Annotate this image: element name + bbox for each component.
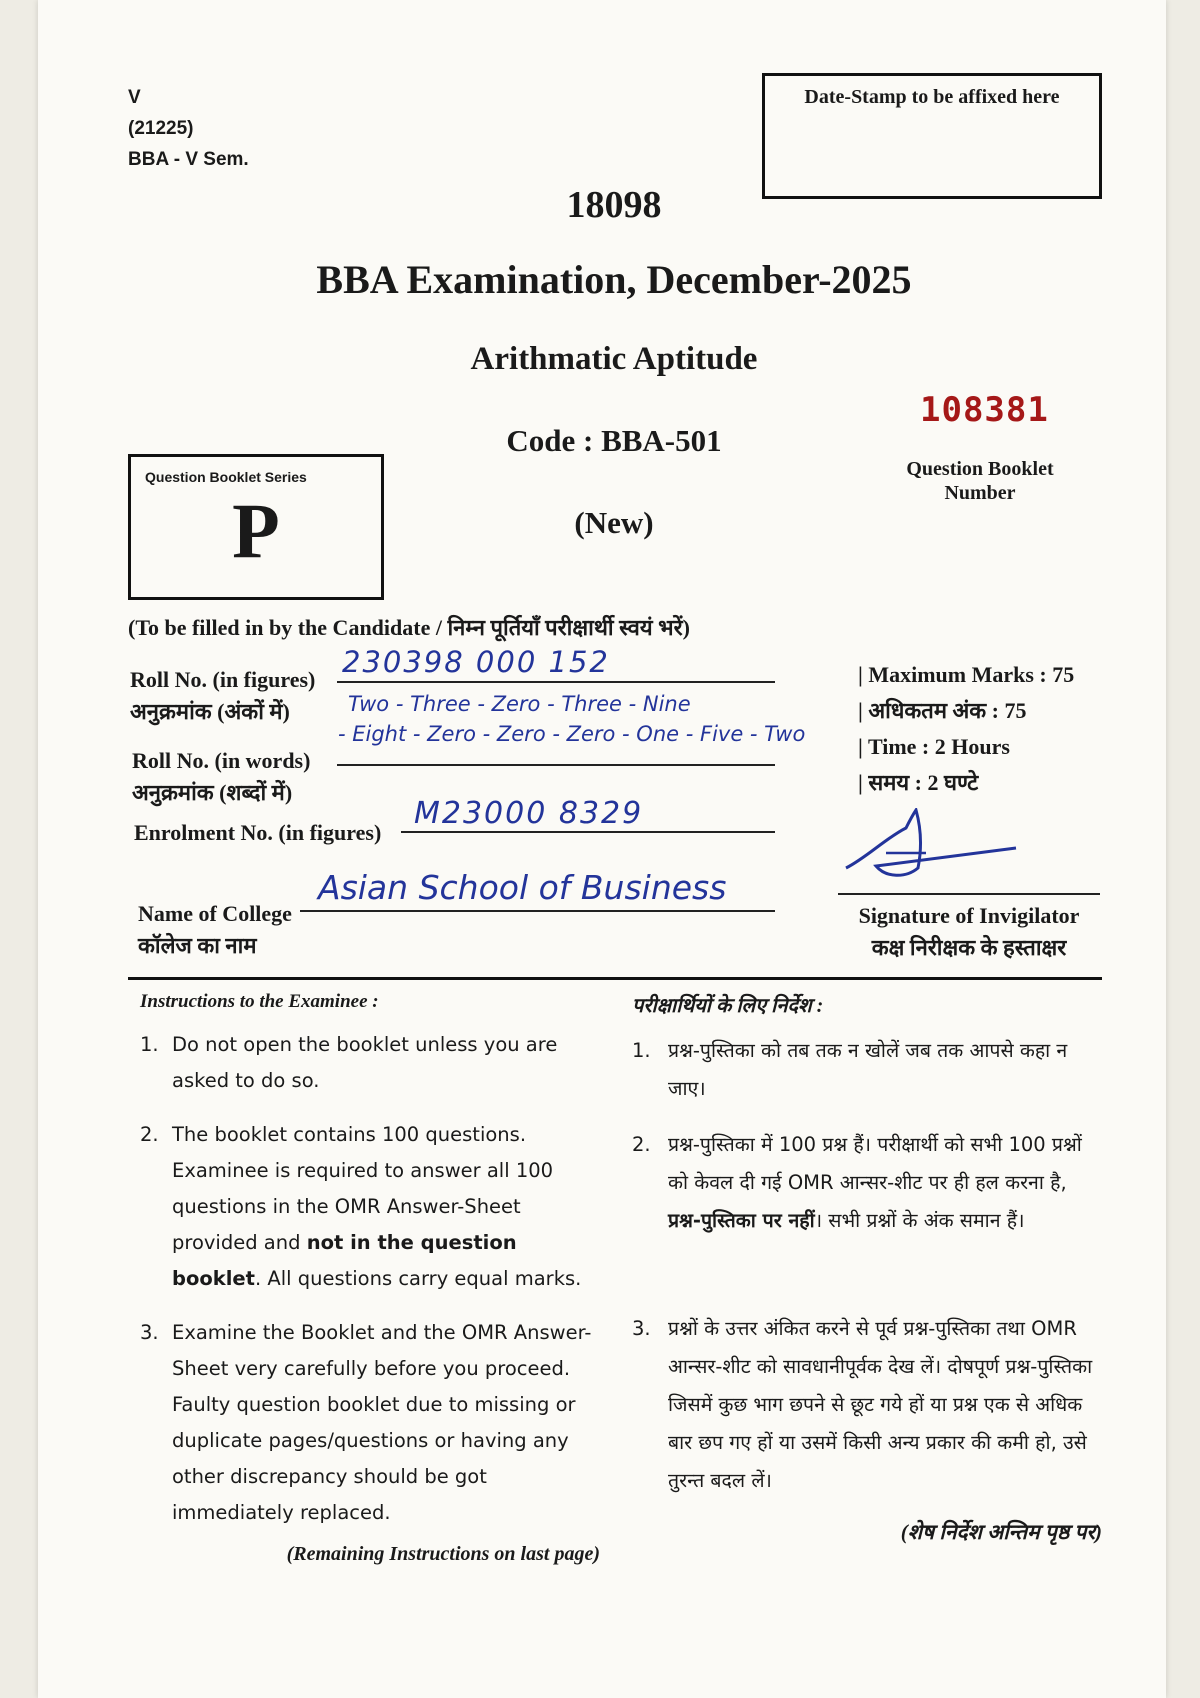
roll-figures-label-block [130, 664, 315, 728]
set-letter: V [128, 87, 141, 108]
instruction-text: The booklet contains 100 questions. Examinee is required to answer all 100 questions in the OMR Answer-Sheet provided and [172, 1123, 554, 1254]
booklet-series-label: Question Booklet Series [145, 469, 307, 485]
instruction-number: 2. [632, 1133, 651, 1156]
marks-time-block [858, 657, 1074, 801]
college-label-hindi: कॉलेज का नाम [138, 933, 257, 958]
instructions-english [140, 991, 600, 1566]
invigilator-label-hindi: कक्ष निरीक्षक के हस्ताक्षर [871, 935, 1067, 960]
booklet-number: 108381 [920, 390, 1049, 430]
instruction-item [632, 1032, 1102, 1108]
college-label: Name of College [138, 901, 292, 926]
paper-code: (21225) [128, 118, 194, 139]
booklet-series-box [128, 454, 384, 600]
roll-words-value-line1[interactable]: Two - Three - Zero - Three - Nine [348, 692, 691, 716]
invigilator-label-block [838, 900, 1100, 964]
instruction-text-bold: प्रश्न-पुस्तिका पर नहीं [668, 1209, 815, 1232]
instruction-text-end: . All questions carry equal marks. [254, 1267, 582, 1290]
roll-words-line [337, 764, 775, 766]
instruction-number: 2. [140, 1123, 159, 1146]
header-meta [128, 82, 249, 175]
instruction-text: प्रश्नों के उत्तर अंकित करने से पूर्व प्रश्न-पुस्तिका तथा OMR आन्सर-शीट को सावधानीपूर्वक देख लें। दोषपूर्ण प्रश्न-पुस्तिका जिसमें कुछ भाग छपने से छूट गये हों या प्रश्न एक से अधिक बार छप गए हों या उसमें किसी अन्य प्रकार की कमी हो, उसे तुरन्त बदल लें। [668, 1317, 1093, 1492]
instruction-number: 3. [140, 1321, 159, 1344]
instruction-text: प्रश्न-पुस्तिका में 100 प्रश्न हैं। परीक्षार्थी को सभी 100 प्रश्नों को केवल दी गई OMR आन्सर-शीट पर ही हल करना है, [668, 1133, 1082, 1194]
college-label-block [138, 898, 292, 962]
course-label: BBA - V Sem. [128, 149, 249, 170]
time-allowed-hindi: | समय : 2 घण्टे [858, 770, 979, 795]
college-value[interactable]: Asian School of Business [318, 868, 727, 907]
booklet-number-label-line2: Number [944, 482, 1016, 504]
college-line [300, 910, 775, 912]
instruction-text-end: । सभी प्रश्नों के अंक समान हैं। [814, 1209, 1025, 1232]
roll-figures-line [337, 681, 775, 683]
roll-words-value-line2[interactable]: - Eight - Zero - Zero - Zero - One - Five - Two [338, 722, 806, 746]
scheme-label: (New) [574, 505, 654, 540]
instruction-item [140, 1315, 600, 1531]
date-stamp-label: Date-Stamp to be affixed here [804, 86, 1060, 108]
date-stamp-box [762, 73, 1102, 199]
invigilator-signature [826, 808, 1036, 898]
time-allowed: | Time : 2 Hours [858, 734, 1010, 759]
instructions-hindi-footer: (शेष निर्देश अन्तिम पृष्ठ पर) [900, 1520, 1102, 1544]
max-marks-hindi: | अधिकतम अंक : 75 [858, 698, 1027, 723]
instruction-text-bold: not in the question booklet [172, 1231, 517, 1290]
instructions-hindi [632, 991, 1102, 1546]
instruction-text: Do not open the booklet unless you are asked to do so. [172, 1033, 558, 1092]
instruction-number: 1. [632, 1039, 651, 1062]
roll-words-label: Roll No. (in words) [132, 748, 311, 773]
instructions-hindi-list [632, 1032, 1102, 1500]
candidate-heading: (To be filled in by the Candidate / निम्न पूर्तियाँ परीक्षार्थी स्वयं भरें) [128, 615, 690, 640]
instruction-item [632, 1310, 1102, 1500]
instruction-number: 3. [632, 1317, 651, 1340]
booklet-series-value: P [232, 487, 280, 574]
max-marks: | Maximum Marks : 75 [858, 662, 1075, 687]
instructions-english-footer: (Remaining Instructions on last page) [286, 1543, 600, 1565]
instruction-item [140, 1117, 600, 1297]
roll-words-label-hindi: अनुक्रमांक (शब्दों में) [132, 780, 293, 805]
enrolment-value[interactable]: M23000 8329 [414, 796, 644, 831]
instructions-hindi-heading: परीक्षार्थियों के लिए निर्देश : [632, 995, 824, 1017]
invigilator-label: Signature of Invigilator [858, 903, 1080, 928]
enrolment-label: Enrolment No. (in figures) [134, 820, 382, 845]
booklet-number-label [880, 457, 1080, 505]
instruction-item [140, 1027, 600, 1099]
course-code: Code : BBA-501 [506, 423, 722, 458]
instruction-number: 1. [140, 1033, 159, 1056]
invigilator-line [838, 893, 1100, 895]
instructions-english-heading: Instructions to the Examinee : [140, 991, 379, 1012]
instruction-item [632, 1126, 1102, 1240]
page-title: BBA Examination, December-2025 [316, 257, 912, 302]
roll-figures-label: Roll No. (in figures) [130, 667, 316, 692]
instruction-text: प्रश्न-पुस्तिका को तब तक न खोलें जब तक आपसे कहा न जाए। [668, 1039, 1068, 1100]
roll-words-label-block [132, 745, 310, 809]
instruction-text: Examine the Booklet and the OMR Answer-Sheet very carefully before you proceed. Faulty question booklet due to missing or duplicate pages/questions or having any other discrepancy should be got immediately replaced. [172, 1321, 592, 1524]
enrolment-line [401, 831, 775, 833]
booklet-number-label-line1: Question Booklet [906, 458, 1054, 480]
section-divider [128, 977, 1102, 980]
paper-number: 18098 [566, 184, 662, 226]
roll-figures-value[interactable]: 230398 000 152 [342, 645, 610, 679]
roll-figures-label-hindi: अनुक्रमांक (अंकों में) [130, 699, 290, 724]
subject-title: Arithmatic Aptitude [470, 341, 758, 377]
instructions-english-list [140, 1027, 600, 1531]
